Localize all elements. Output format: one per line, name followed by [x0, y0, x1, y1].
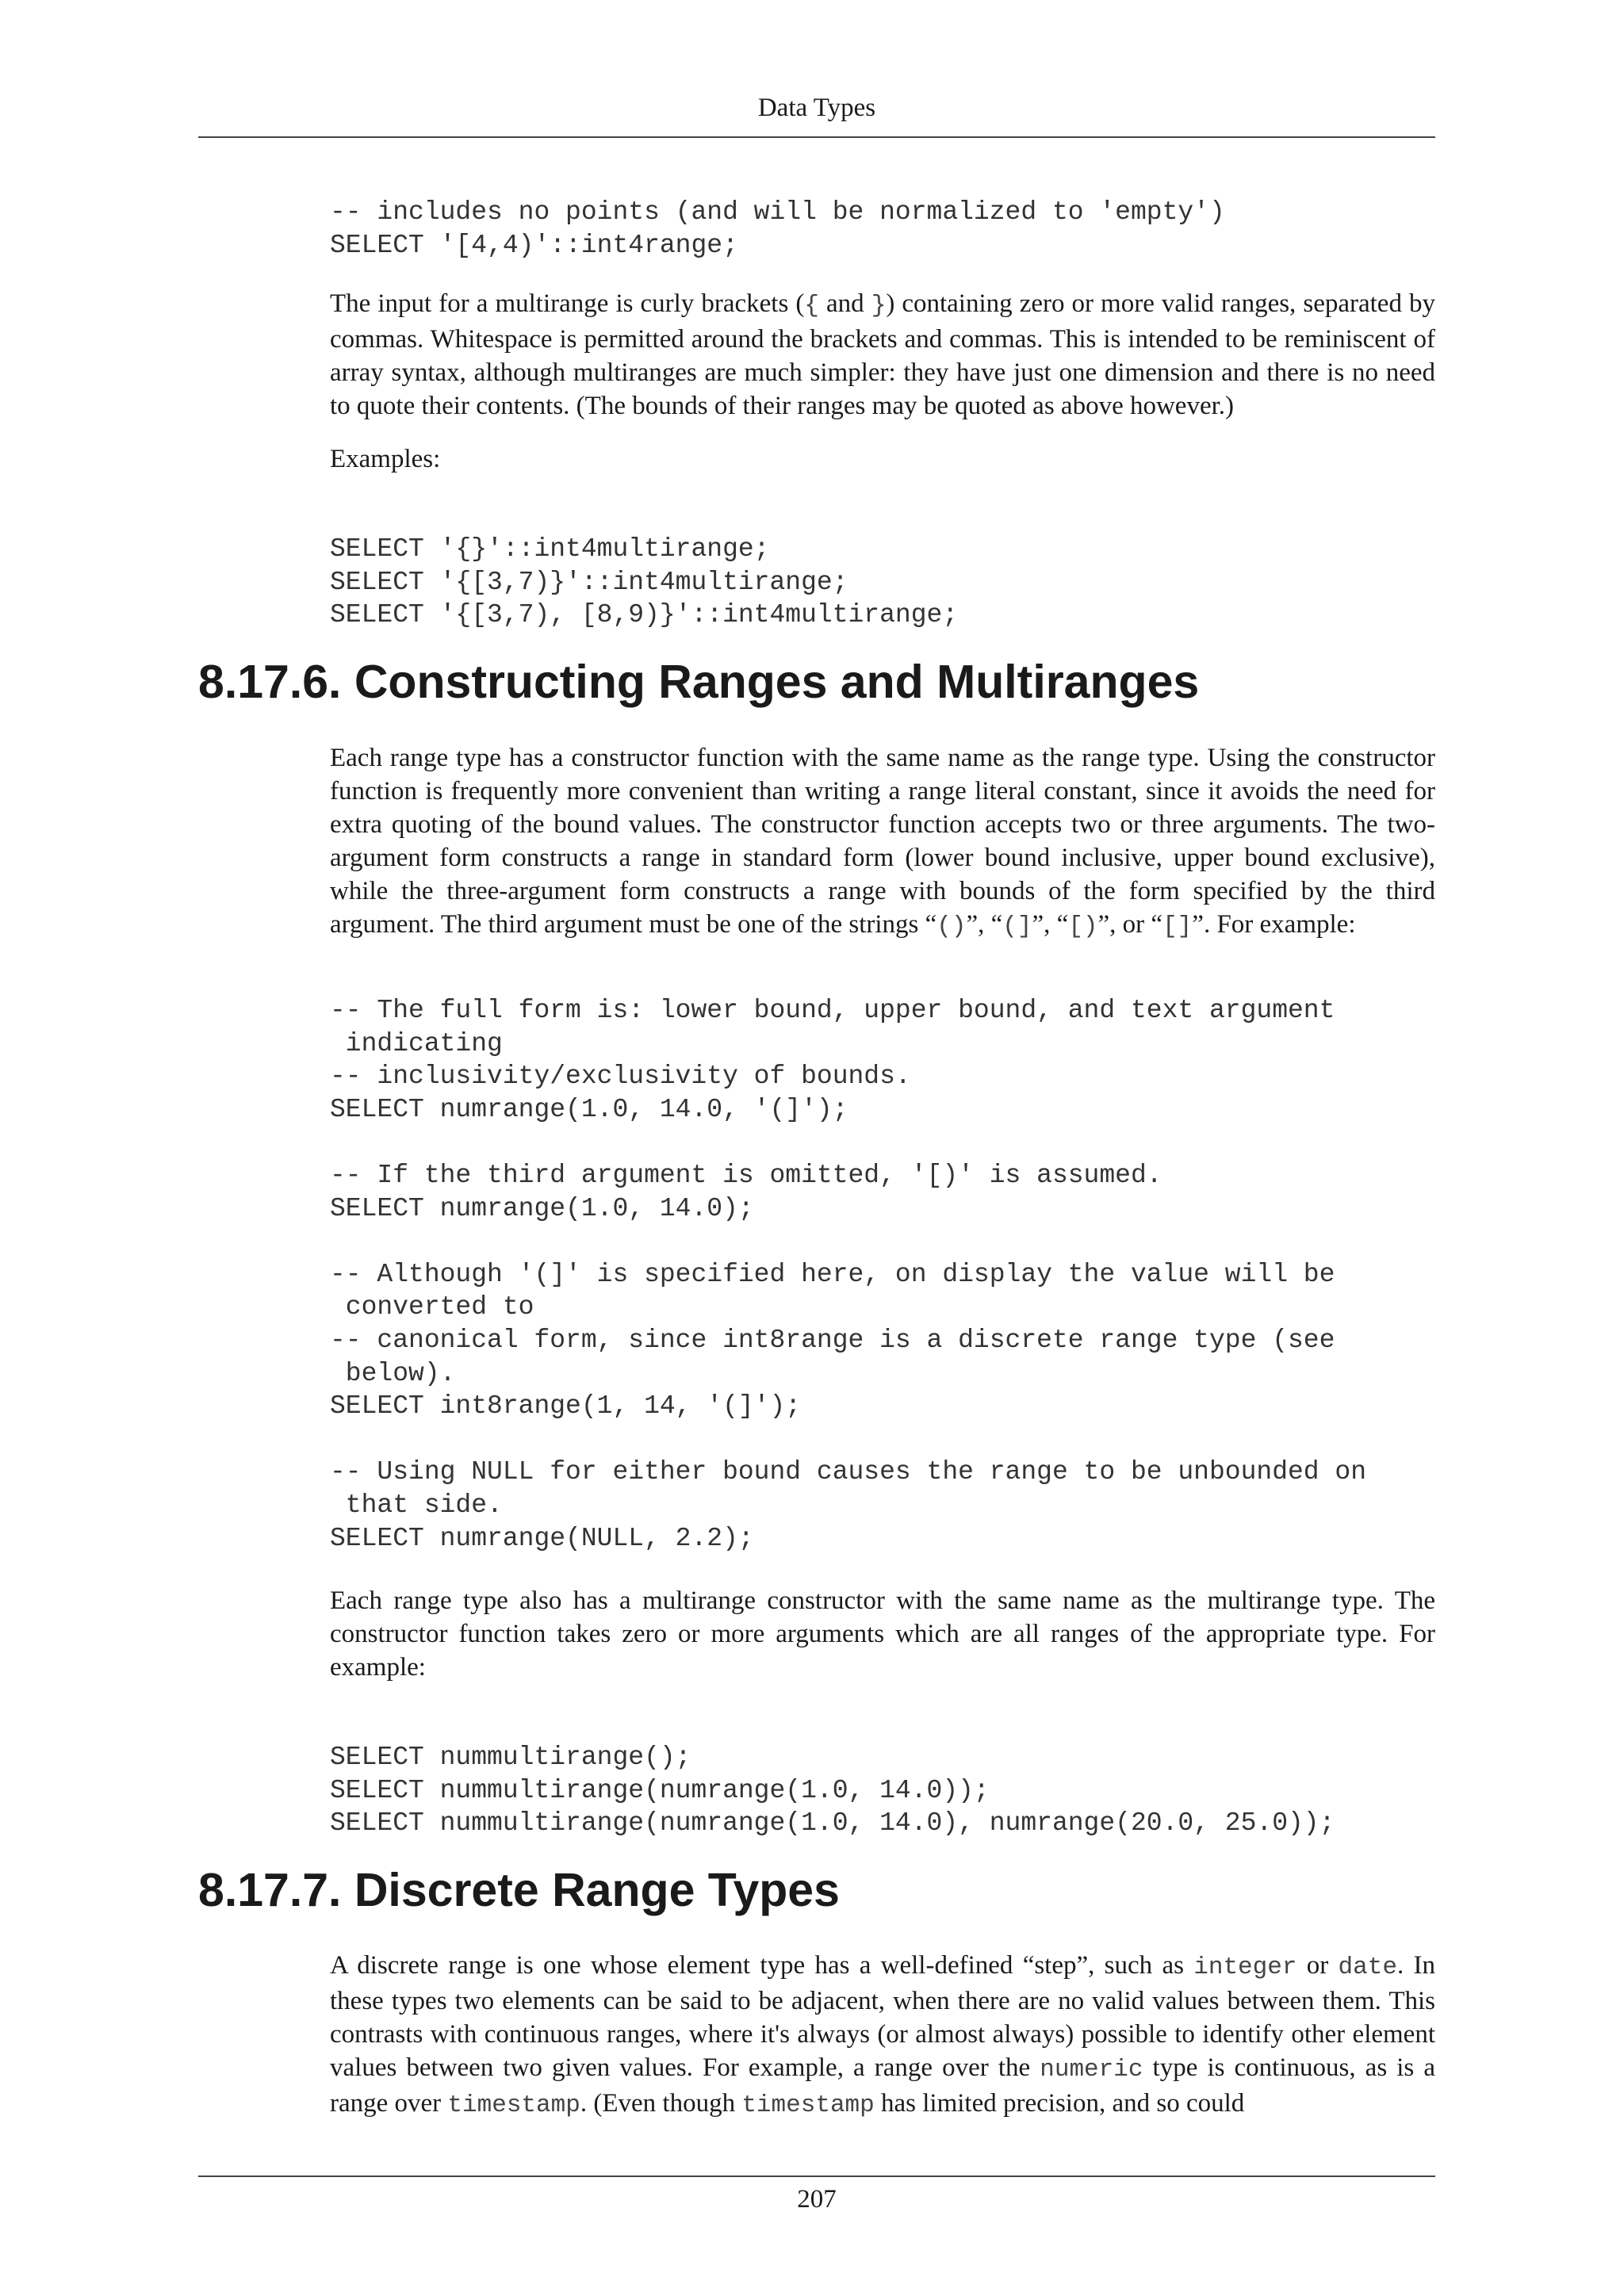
- inline-code: timestamp: [447, 2091, 580, 2119]
- code-block-multirange-constructors: SELECT nummultirange(); SELECT nummultirange(numrange(1.0, 14.0)); SELECT nummultirange(numrange(1.0, 14.0), numrange(20.0, 25.0));: [330, 1743, 1335, 1839]
- footer-rule: [198, 2175, 1435, 2177]
- section-heading-discrete-range-types: 8.17.7. Discrete Range Types: [198, 1864, 840, 1916]
- code-block-empty-range: -- includes no points (and will be normalized to 'empty') SELECT '[4,4)'::int4range;: [330, 197, 1225, 260]
- header-rule: [198, 136, 1435, 138]
- inline-code: numeric: [1040, 2056, 1143, 2084]
- inline-code: []: [1162, 913, 1193, 940]
- inline-code: {: [804, 292, 819, 320]
- inline-code: timestamp: [741, 2091, 875, 2119]
- inline-code: }: [871, 292, 887, 320]
- section-heading-constructing-ranges: 8.17.6. Constructing Ranges and Multiranges: [198, 656, 1200, 708]
- code-block-multirange-examples: SELECT '{}'::int4multirange; SELECT '{[3,7)}'::int4multirange; SELECT '{[3,7), [8,9)}'::int4multirange;: [330, 534, 959, 630]
- code-block-range-constructors: -- The full form is: lower bound, upper bound, and text argument indicating -- inclusivity/exclusivity of bounds. SELECT numrange(1.0, 14.0, '(]'); -- If the third argument is omitted, '[)' is assumed. SELECT numrange(1.0, 14.0); -- Although '(]' is specified here, on display the value will be converted to -- canonical form, since int8range is a discrete range type (see below). SELECT int8range(1, 14, '(]'); -- Using NULL for either bound causes the range to be unbounded on that side. SELECT numrange(NULL, 2.2);: [330, 996, 1367, 1553]
- inline-code: (): [936, 913, 967, 940]
- inline-code: [): [1068, 913, 1098, 940]
- paragraph-multirange-constructor: Each range type also has a multirange constructor with the same name as the multirange type. The constructor function takes zero or more arguments which are all ranges of the appropriate type. For example:: [330, 1586, 1435, 1682]
- running-header: Data Types: [757, 94, 876, 122]
- paragraph-multirange-input: The input for a multirange is curly brackets ({ and }) containing zero or more valid ranges, separated by commas. Whitespace is permitted around the brackets and commas. This is intended to be reminiscent of array syntax, although multiranges are much simpler: they have just one dimension and there is no need to quote their contents. (The bounds of their ranges may be quoted as above however.): [330, 289, 1435, 420]
- paragraph-constructor: Each range type has a constructor function with the same name as the range type. Using the constructor function is frequently more convenient than writing a range literal constant, since it avoids the need for extra quoting of the bound values. The constructor function accepts two or three arguments. The two-argument form constructs a range in standard form (lower bound inclusive, upper bound exclusive), while the three-argument form constructs a range with bounds of the form specified by the third argument. The third argument must be one of the strings “()”, “(]”, “[)”, or “[]”. For example:: [330, 744, 1435, 940]
- inline-code: date: [1338, 1954, 1397, 1981]
- inline-code: (]: [1002, 913, 1032, 940]
- paragraph-examples: Examples:: [330, 445, 441, 473]
- inline-code: integer: [1193, 1954, 1297, 1981]
- paragraph-discrete-ranges: A discrete range is one whose element type has a well-defined “step”, such as integer or date. In these types two elements can be said to be adjacent, when there are no valid values between them. This contrasts with continuous ranges, where it's always (or almost always) possible to identify other element values between two given values. For example, a range over the numeric type is continuous, as is a range over timestamp. (Even though timestamp has limited precision, and so could: [330, 1951, 1435, 2119]
- page-number: 207: [797, 2185, 837, 2214]
